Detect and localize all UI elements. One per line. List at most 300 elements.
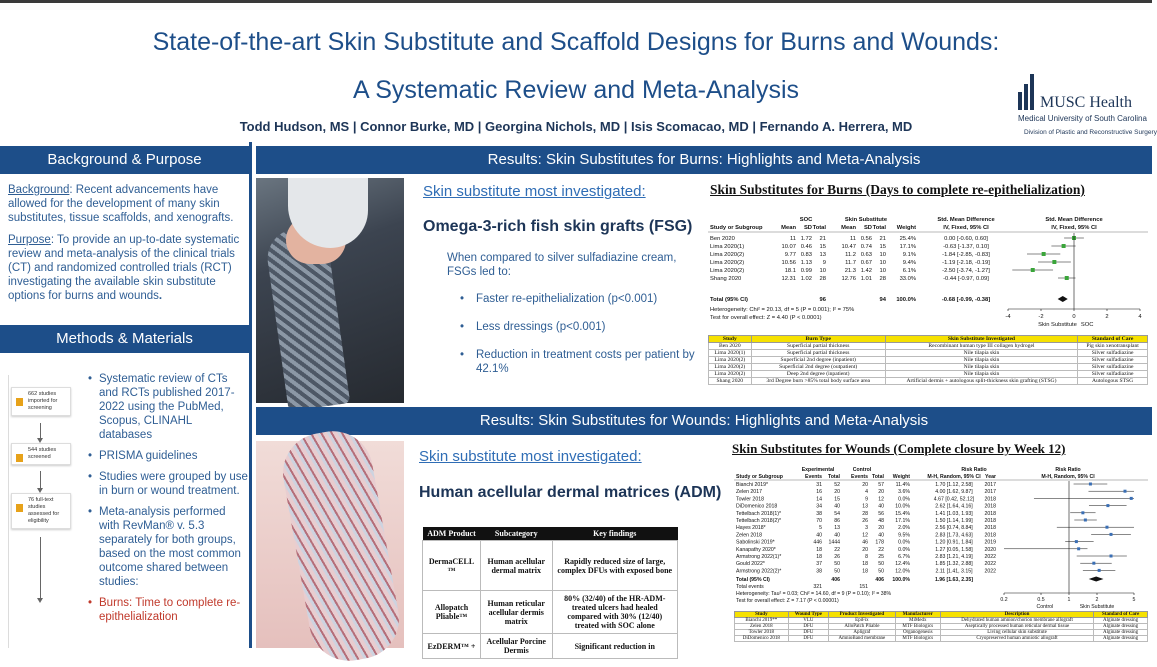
table-cell: Organogenesis (895, 630, 940, 636)
purpose-paragraph (8, 233, 244, 303)
background-heading: Background & Purpose (0, 146, 249, 174)
row-value: 10.47 (841, 244, 856, 250)
row-value: 1.42 (860, 268, 872, 274)
methods-item: • PRISMA guidelines (88, 449, 248, 463)
table-header: Burn Type (751, 336, 885, 343)
row-value: 12.31 (781, 276, 796, 282)
flow-arrow (40, 537, 41, 601)
group-header: Risk Ratio (961, 467, 987, 473)
row-value: 0.56 (860, 236, 872, 242)
burns-product: Omega-3-rich fish skin grafts (FSG) (423, 218, 693, 235)
row-year: 2018 (984, 518, 996, 524)
x-label-right: SOC (1080, 322, 1094, 328)
row-value: 26 (834, 554, 840, 560)
methods-list (88, 372, 248, 631)
row-value: 15 (834, 496, 840, 503)
row-value: 446 (813, 539, 822, 546)
total-events-label: Total events (736, 584, 764, 590)
row-year: 2018 (984, 510, 996, 517)
table-cell: Bianchi 2019** (735, 618, 789, 624)
study-label: Towler 2018 (736, 496, 764, 503)
adm-cell: 80% (32/40) of the HR-ADM-treated ulcers had healed compared with 30% (12/40) treated with SOC alone (552, 591, 677, 634)
x-label-left: Skin Substitute (1038, 322, 1077, 328)
burns-intro: When compared to silver sulfadiazine cream, FSGs led to: (447, 252, 677, 278)
table-cell: DFU (788, 630, 828, 636)
row-value: 10.56 (781, 260, 796, 266)
study-label: Armstrong 2022(2)* (736, 568, 782, 575)
table-cell: Lima 2020(2) (709, 371, 752, 378)
row-value: 0.63 (860, 252, 872, 258)
total-value: 406 (831, 577, 840, 583)
column-header: Mean (781, 225, 796, 231)
table-row (735, 636, 1148, 642)
burns-chart-title: Skin Substitutes for Burns (Days to complete re-epithelialization) (710, 182, 1085, 197)
study-label: Gould 2022* (736, 561, 765, 568)
flow-box-imported (11, 387, 71, 416)
effect-marker (1105, 526, 1108, 529)
row-value: 26 (862, 518, 868, 524)
study-label: Armstrong 2022(1)* (736, 554, 782, 560)
flow-text: 76 full-text studies assessed for eligibility (28, 497, 60, 524)
row-value: 13 (834, 525, 840, 532)
row-value: 86 (834, 518, 840, 524)
poster-title-line2: A Systematic Review and Meta-Analysis (352, 76, 799, 104)
row-value: 1.01 (860, 276, 872, 282)
row-value: 21 (819, 236, 826, 242)
row-value: 21.3 (844, 268, 856, 274)
effect-marker (1042, 252, 1046, 256)
flow-box-fulltext (11, 493, 71, 529)
group-header: Std. Mean Difference (937, 217, 995, 223)
row-value: 56 (878, 510, 884, 517)
column-header: Weight (896, 225, 916, 231)
row-value: 13 (862, 503, 868, 510)
row-value: 57 (878, 482, 884, 488)
x-tick-label: -4 (1005, 314, 1011, 320)
row-value: 0.67 (860, 260, 872, 266)
row-value: 11.7 (845, 260, 856, 266)
row-ci: -1.84 [-2.85, -0.83] (942, 252, 990, 258)
column-header: Weight (892, 474, 910, 480)
row-value: 14 (816, 496, 822, 503)
row-value: 16 (816, 489, 822, 496)
group-header: Std. Mean Difference (1045, 217, 1103, 223)
effect-marker (1106, 504, 1109, 507)
study-label: Zelen 2017 (736, 489, 762, 496)
document-icon (16, 504, 23, 512)
row-ci: -0.44 [-0.97, 0.09] (943, 276, 989, 282)
total-value: 94 (879, 297, 886, 303)
total-ci: -0.68 [-0.99, -0.38] (941, 297, 991, 303)
row-value: 38 (816, 510, 822, 517)
row-value: 15.4% (895, 510, 910, 517)
column-header: Events (804, 474, 822, 480)
row-value: 10 (879, 268, 886, 274)
background-paragraph (8, 183, 244, 225)
background-section (8, 183, 244, 311)
author-list: Todd Hudson, MS | Connor Burke, MD | Georgina Nichols, MD | Isis Scomacao, MD | Fernando A. Herrera, MD (239, 119, 913, 134)
row-value: 25.4% (899, 236, 916, 242)
row-value: 12 (878, 496, 884, 503)
wounds-most-investigated: Skin substitute most investigated: (419, 448, 642, 465)
row-value: 18 (862, 561, 868, 568)
row-value: 40 (878, 503, 884, 510)
effect-marker (1130, 497, 1133, 500)
table-cell: VLU (788, 618, 828, 624)
row-ci: 2.83 [1.21, 4.19] (935, 554, 973, 560)
wounds-results-heading: Results: Skin Substitutes for Wounds: Highlights and Meta-Analysis (256, 407, 1152, 435)
x-tick-label: 0.5 (1037, 597, 1045, 603)
table-cell: Superficial partial thickness (751, 343, 885, 350)
overall-effect-text: Test for overall effect: Z = 7.17 (P < 0.00001) (736, 598, 839, 604)
table-cell: Nile tilapia skin (885, 371, 1077, 378)
effect-marker (1123, 490, 1126, 493)
burns-result-item: • Reduction in treatment costs per patient by 42.1% (460, 348, 700, 376)
total-value: 100.0% (892, 577, 910, 583)
heterogeneity-text: Heterogeneity: Chi² = 20.13, df = 5 (P = 0.001); I² = 75% (710, 307, 855, 313)
x-label-right: Skin Substitute (1079, 604, 1115, 610)
table-cell: Shang 2020 (709, 378, 752, 385)
table-cell: 3rd Degree burn >85% total body surface area (751, 378, 885, 385)
row-year: 2017 (984, 489, 996, 496)
row-value: 10 (879, 260, 886, 266)
study-label: Lima 2020(2) (710, 260, 745, 266)
total-events-value: 321 (813, 584, 822, 590)
effect-marker (1092, 562, 1095, 565)
column-header: M-H, Random, 95% CI (927, 474, 981, 480)
row-value: 0.0% (898, 546, 910, 553)
study-label: Shang 2020 (710, 276, 742, 282)
burns-forest-plot (708, 205, 1148, 331)
wounds-study-table (734, 611, 1148, 642)
row-value: 9.5% (898, 532, 910, 539)
table-cell: Deep 2nd degree (inpatient) (751, 371, 885, 378)
row-value: 0.99 (800, 268, 812, 274)
table-cell: Nile tilapia skin (885, 357, 1077, 364)
column-header: IV, Fixed, 95% CI (943, 225, 989, 231)
row-value: 70 (816, 518, 822, 524)
column-header: SD (863, 225, 872, 231)
table-cell: Lima 2020(2) (709, 357, 752, 364)
row-value: 48 (878, 518, 884, 524)
x-tick-label: 0 (1072, 314, 1076, 320)
table-header: Study (735, 612, 789, 618)
row-year: 2017 (984, 482, 996, 488)
row-value: 18 (816, 554, 822, 560)
column-header: SD (803, 225, 812, 231)
row-value: 2.0% (898, 525, 910, 532)
effect-marker (1089, 483, 1092, 486)
effect-marker (1077, 547, 1080, 550)
row-value: 33.0% (899, 276, 916, 282)
effect-marker (1052, 260, 1056, 264)
document-icon (16, 454, 23, 462)
row-value: 50 (834, 561, 840, 568)
row-value: 0.46 (800, 244, 812, 250)
column-header: IV, Fixed, 95% CI (1051, 225, 1097, 231)
effect-marker (1084, 519, 1087, 522)
table-cell: Apligraf (829, 630, 896, 636)
effect-marker (1065, 276, 1069, 280)
row-value: 40 (816, 532, 822, 539)
table-cell: Silver sulfadiazine (1078, 371, 1148, 378)
row-value: 9.77 (784, 252, 796, 258)
row-value: 10 (879, 252, 886, 258)
wounds-forest-plot (734, 462, 1148, 610)
group-header: Skin Substitute (844, 217, 888, 223)
row-ci: 1.20 [0.91, 1.84] (935, 539, 973, 546)
row-value: 50 (834, 568, 840, 575)
flow-arrow (40, 423, 41, 441)
table-cell: Superficial 2nd degree (inpatient) (751, 357, 885, 364)
logo-division: Division of Plastic and Reconstructive Surgery (1024, 129, 1157, 136)
column-header: Study or Subgroup (736, 474, 783, 480)
burns-results-heading: Results: Skin Substitutes for Burns: Highlights and Meta-Analysis (256, 146, 1152, 174)
row-value: 20 (862, 482, 868, 488)
adm-header: Subcategory (481, 527, 553, 541)
row-value: 8 (865, 554, 868, 560)
x-tick-label: 2 (1095, 597, 1099, 603)
row-ci: 1.70 [1.12, 2.58] (935, 482, 973, 488)
row-ci: -2.50 [-3.74, -1.27] (942, 268, 990, 274)
purpose-end: . (158, 290, 163, 302)
table-cell: DiDomenico 2018 (735, 636, 789, 642)
row-value: 46 (862, 539, 868, 546)
row-value: 178 (875, 539, 884, 546)
x-tick-label: 4 (1138, 314, 1142, 320)
row-value: 1444 (828, 539, 840, 546)
total-events-value: 151 (859, 584, 868, 590)
row-value: 0.0% (898, 496, 910, 503)
row-value: 9.1% (902, 252, 916, 258)
row-year: 2019 (984, 539, 996, 546)
burns-result-item: • Less dressings (p<0.001) (460, 320, 700, 334)
row-value: 10 (819, 268, 826, 274)
row-value: 40 (834, 532, 840, 539)
adm-cell: Acellular Porcine Dermis (481, 634, 553, 659)
x-tick-label: -2 (1038, 314, 1044, 320)
row-value: 37 (816, 561, 822, 568)
flow-arrow (40, 471, 41, 491)
row-value: 17.1% (899, 244, 916, 250)
row-value: 3.6% (898, 489, 910, 496)
adm-cell: EzDERM™ + (423, 634, 481, 659)
wounds-product: Human acellular dermal matrices (ADM) (419, 484, 722, 501)
row-value: 9 (865, 496, 868, 503)
study-label: Bianchi 2019* (736, 482, 769, 488)
study-label: Lima 2020(1) (710, 244, 745, 250)
table-cell: AlloPatch Pliable (829, 624, 896, 630)
row-value: 54 (834, 510, 840, 517)
top-border (0, 0, 1152, 3)
adm-cell: Rapidly reduced size of large, complex DFUs with exposed bone (552, 541, 677, 591)
table-cell: Cryopreserved human amniotic allograft (940, 636, 1093, 642)
table-row (423, 634, 678, 659)
adm-cell: Allopatch Pliable™ (423, 591, 481, 634)
row-value: 11.4% (895, 482, 910, 488)
study-label: Lima 2020(2) (710, 252, 745, 258)
methods-heading: Methods & Materials (0, 325, 249, 353)
methods-item: • Systematic review of CTs and RCTs published 2017-2022 using the PubMed, Scopus, CLINAHL databases (88, 372, 248, 442)
row-ci: 2.56 [0.74, 8.84] (935, 525, 973, 532)
table-row (423, 591, 678, 634)
effect-marker (1075, 540, 1078, 543)
row-value: 28 (879, 276, 886, 282)
row-value: 9.4% (902, 260, 916, 266)
row-value: 20 (862, 546, 868, 553)
row-value: 1.72 (800, 236, 812, 242)
row-year: 2018 (984, 525, 996, 532)
row-value: 18 (816, 546, 822, 553)
burn-treatment-photo (256, 178, 404, 403)
row-value: 0.83 (800, 252, 812, 258)
row-value: 28 (819, 276, 826, 282)
row-value: 50 (878, 561, 884, 568)
row-ci: -0.63 [-1.37, 0.10] (943, 244, 989, 250)
effect-marker (1098, 569, 1101, 572)
total-diamond (1058, 296, 1068, 302)
study-label: Lima 2020(2) (710, 268, 745, 274)
purpose-text: : To provide an up-to-date systematic review and meta-analysis of the clinical trials (CT) and randomized controlled trials (RCT) investigating the available skin substitute options for burns and wounds (8, 234, 240, 302)
row-value: 1.13 (800, 260, 812, 266)
row-value: 12.4% (895, 561, 910, 568)
study-label: Sabolinski 2019* (736, 539, 775, 546)
table-header: Standard of Care (1078, 336, 1148, 343)
row-value: 17.1% (895, 518, 910, 524)
table-cell: EpiFix (829, 618, 896, 624)
table-cell: Lima 2020(2) (709, 364, 752, 371)
burns-study-table (708, 335, 1148, 385)
row-year: 2022 (984, 568, 996, 575)
total-diamond (1089, 577, 1104, 582)
row-value: 22 (878, 546, 884, 553)
x-tick-label: 5 (1132, 597, 1136, 603)
table-header: Manufacturer (895, 612, 940, 618)
row-ci: 0.00 [-0.60, 0.60] (944, 236, 988, 242)
row-value: 50 (878, 568, 884, 575)
table-header-row (709, 336, 1148, 343)
study-label: Tettelbach 2018(2)* (736, 518, 781, 524)
x-tick-label: 2 (1105, 314, 1109, 320)
x-label-left: Control (1036, 604, 1054, 610)
column-header: Total (827, 474, 840, 480)
adm-header: ADM Product (423, 527, 481, 541)
column-header: Year (985, 474, 996, 480)
table-header: Wound Type (788, 612, 828, 618)
column-header: Events (850, 474, 868, 480)
row-value: 9 (822, 260, 826, 266)
row-value: 12 (862, 532, 868, 539)
effect-marker (1110, 533, 1113, 536)
table-cell: Alginate dressing (1094, 624, 1148, 630)
background-text: : Recent advancements have allowed for the development of many skin substitutes, tissue scaffolds, and xenografts. (8, 184, 234, 224)
adm-header: Key findings (552, 527, 677, 541)
x-tick-label: 1 (1067, 597, 1071, 603)
row-value: 6.1% (902, 268, 916, 274)
row-ci: 1.50 [1.14, 1.99] (935, 518, 973, 524)
row-value: 40 (878, 532, 884, 539)
flow-text: 662 studies imported for screening (28, 391, 58, 411)
table-cell: Superficial partial thickness (751, 350, 885, 357)
effect-marker (1110, 555, 1113, 558)
row-value: 22 (834, 546, 840, 553)
table-cell: Nile tilapia skin (885, 350, 1077, 357)
total-ci: 1.96 [1.63, 2.35] (934, 577, 974, 583)
row-value: 20 (878, 525, 884, 532)
row-value: 40 (834, 503, 840, 510)
column-header: M-H, Random, 95% CI (1041, 474, 1095, 480)
row-value: 38 (816, 568, 822, 575)
row-value: 12.76 (841, 276, 856, 282)
x-tick-label: 0.2 (1000, 597, 1008, 603)
total-value: 406 (875, 577, 884, 583)
row-year: 2020 (984, 546, 996, 553)
row-ci: 4.67 [0.42, 52.12] (933, 496, 975, 503)
adm-cell: Significant reduction in (552, 634, 677, 659)
row-value: 1.02 (800, 276, 812, 282)
table-cell: Ben 2020 (709, 343, 752, 350)
row-year: 2022 (984, 554, 996, 560)
total-label: Total (95% CI) (710, 297, 748, 303)
group-header: SOC (799, 217, 813, 223)
table-cell: Recombinant human type III collagen hydrogel (885, 343, 1077, 350)
column-header: Mean (841, 225, 856, 231)
table-header: Standard of Care (1094, 612, 1148, 618)
table-cell: Silver sulfadiazine (1078, 364, 1148, 371)
total-value: 100.0% (896, 297, 916, 303)
table-cell: Silver sulfadiazine (1078, 357, 1148, 364)
methods-item-burns: • Burns: Time to complete re-epithelialization (88, 596, 248, 624)
table-row (423, 541, 678, 591)
table-cell: Alginate dressing (1094, 636, 1148, 642)
adm-table (422, 527, 678, 659)
row-value: 5 (819, 525, 822, 532)
table-cell: Aseptically processed human reticular dermal tissue (940, 624, 1093, 630)
row-value: 34 (816, 503, 822, 510)
table-cell: Dehydrated human amnion/chorion membrane allograft (940, 618, 1093, 624)
table-header: Study (709, 336, 752, 343)
flow-text: 544 studies screened (28, 447, 57, 460)
row-value: 3 (865, 525, 868, 532)
table-cell: Living cellular skin substitute (940, 630, 1093, 636)
overall-effect-text: Test for overall effect: Z = 4.40 (P < 0.0001) (710, 315, 822, 321)
row-value: 18.1 (784, 268, 796, 274)
row-value: 10.07 (781, 244, 796, 250)
heterogeneity-text: Heterogeneity: Tau² = 0.03; Chi² = 14.60, df = 9 (P = 0.10); I² = 38% (736, 591, 892, 597)
table-cell: DFU (788, 636, 828, 642)
table-row (709, 343, 1148, 350)
group-header: Risk Ratio (1055, 467, 1081, 473)
column-header: Total (812, 225, 826, 231)
row-ci: -1.19 [-2.18, -0.19] (942, 260, 990, 266)
table-cell: Towler 2018 (735, 630, 789, 636)
study-label: Zelen 2018 (736, 532, 762, 539)
row-ci: 1.27 [0.05, 1.58] (935, 546, 973, 553)
wound-treatment-photo (256, 441, 404, 648)
study-label: Hayes 2018* (736, 525, 766, 532)
row-value: 0.0% (898, 539, 910, 546)
row-value: 15 (879, 244, 886, 250)
row-value: 20 (878, 489, 884, 496)
row-value: 15 (819, 244, 826, 250)
table-cell: Nile tilapia skin (885, 364, 1077, 371)
table-cell: Superficial 2nd degree (outpatient) (751, 364, 885, 371)
table-cell: Alginate dressing (1094, 618, 1148, 624)
adm-cell: DermaCELL ™ (423, 541, 481, 591)
table-cell: AmnioBand membrane (829, 636, 896, 642)
prisma-flow (8, 375, 76, 648)
row-value: 6.7% (898, 554, 910, 560)
